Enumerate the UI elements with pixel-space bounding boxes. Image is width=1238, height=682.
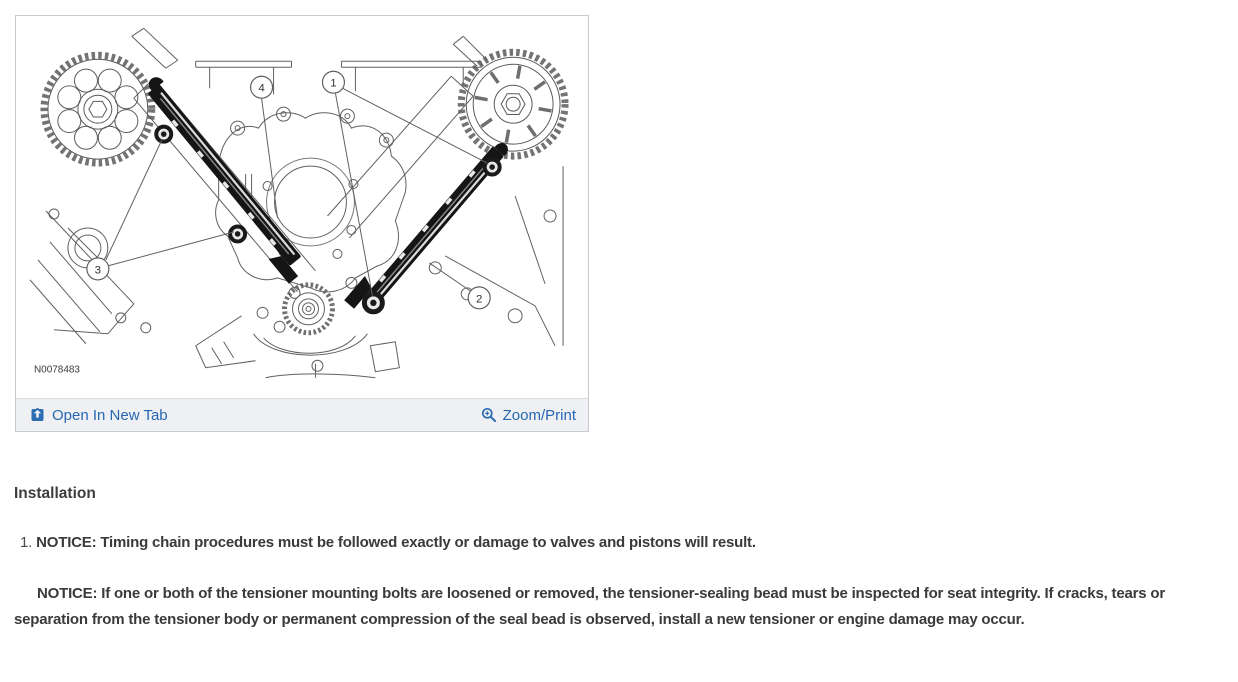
figure-id-label: N0078483: [33, 364, 80, 376]
svg-text:4: 4: [258, 82, 265, 95]
step-notice-text: NOTICE: Timing chain procedures must be followed exactly or damage to valves and pistons will result.: [36, 534, 756, 551]
figure-card: [15, 15, 589, 432]
figure-footer-bar: [16, 398, 588, 431]
engine-front-line-drawing: [16, 16, 588, 398]
installation-heading: Installation: [14, 485, 96, 502]
zoom-print-link[interactable]: [481, 407, 576, 423]
engine-timing-diagram: [16, 16, 588, 398]
callout-4: [251, 76, 273, 98]
step-number: 1.: [20, 534, 33, 551]
svg-text:2: 2: [475, 293, 483, 306]
zoom-print-label: Zoom/Print: [502, 406, 576, 424]
open-in-new-tab-label: Open In New Tab: [52, 406, 168, 424]
tensioner-notice-text: NOTICE: If one or both of the tensioner mounting bolts are loosened or removed, the tensioner-sealing bead must be inspected for seat integrity. If cracks, tears or separation from the tensioner body or permanent compression of the seal bead is observed, install a new tensioner or engine damage may occur.: [14, 585, 1165, 628]
procedure-text: [0, 485, 1238, 632]
right-camshaft-sprocket: [461, 52, 565, 156]
open-in-new-tab-icon: [29, 407, 46, 423]
callout-1: [322, 71, 344, 93]
svg-text:3: 3: [94, 264, 102, 277]
open-in-new-tab-link[interactable]: [29, 407, 168, 423]
engine-block-linework: [30, 28, 563, 377]
callout-2: [468, 287, 490, 309]
zoom-magnifier-icon: [481, 407, 497, 423]
callout-3: [87, 258, 109, 280]
svg-text:1: 1: [330, 77, 337, 90]
step-1-notice: [20, 534, 1226, 551]
left-camshaft-sprocket: [44, 55, 152, 163]
